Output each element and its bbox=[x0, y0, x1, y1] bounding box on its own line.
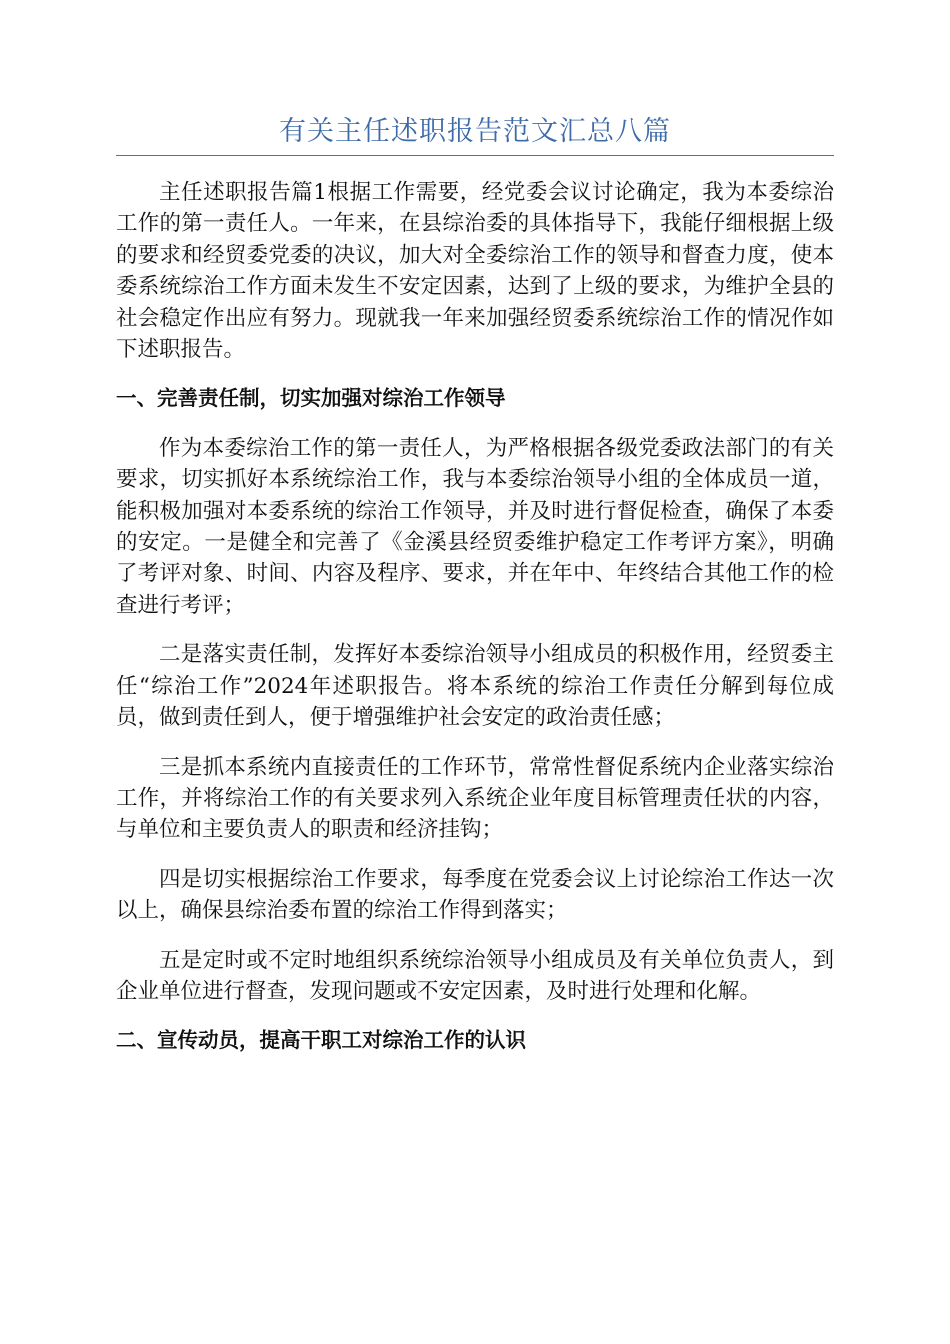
paragraph-point-4: 四是切实根据综治工作要求，每季度在党委会议上讨论综治工作达一次以上，确保县综治委布置的综治工作得到落实； bbox=[116, 866, 834, 924]
paragraph-section1-intro: 作为本委综治工作的第一责任人，为严格根据各级党委政法部门的有关要求，切实抓好本系统综治工作，我与本委综治领导小组的全体成员一道，能积极加强对本委系统的综治工作领导，并及时进行督促检查，确保了本委的安定。一是健全和完善了《金溪县经贸委维护稳定工作考评方案》，明确了考评对象、时间、内容及程序、要求，并在年中、年终结合其他工作的检查进行考评； bbox=[116, 435, 834, 618]
section-heading-1: 一、完善责任制，切实加强对综治工作领导 bbox=[116, 386, 506, 411]
document-title: 有关主任述职报告范文汇总八篇 bbox=[279, 116, 671, 147]
paragraph-point-2: 二是落实责任制，发挥好本委综治领导小组成员的积极作用，经贸委主任“综治工作”2024年述职报告。将本系统的综治工作责任分解到每位成员，做到责任到人，便于增强维护社会安定的政治责任感； bbox=[116, 642, 834, 731]
paragraph-point-3: 三是抓本系统内直接责任的工作环节，常常性督促系统内企业落实综治工作，并将综治工作的有关要求列入系统企业年度目标管理责任状的内容，与单位和主要负责人的职责和经济挂钩； bbox=[116, 754, 834, 843]
section-heading-2: 二、宣传动员，提高干职工对综治工作的认识 bbox=[116, 1028, 526, 1053]
paragraph-intro: 主任述职报告篇1根据工作需要，经党委会议讨论确定，我为本委综治工作的第一责任人。一年来，在县综治委的具体指导下，我能仔细根据上级的要求和经贸委党委的决议，加大对全委综治工作的领导和督查力度，使本委系统综治工作方面未发生不安定因素，达到了上级的要求，为维护全县的社会稳定作出应有努力。现就我一年来加强经贸委系统综治工作的情况作如下述职报告。 bbox=[116, 180, 834, 363]
paragraph-point-5: 五是定时或不定时地组织系统综治领导小组成员及有关单位负责人，到企业单位进行督查，发现问题或不安定因素，及时进行处理和化解。 bbox=[116, 947, 834, 1004]
document-body bbox=[116, 177, 834, 1075]
title-underline bbox=[116, 155, 834, 156]
